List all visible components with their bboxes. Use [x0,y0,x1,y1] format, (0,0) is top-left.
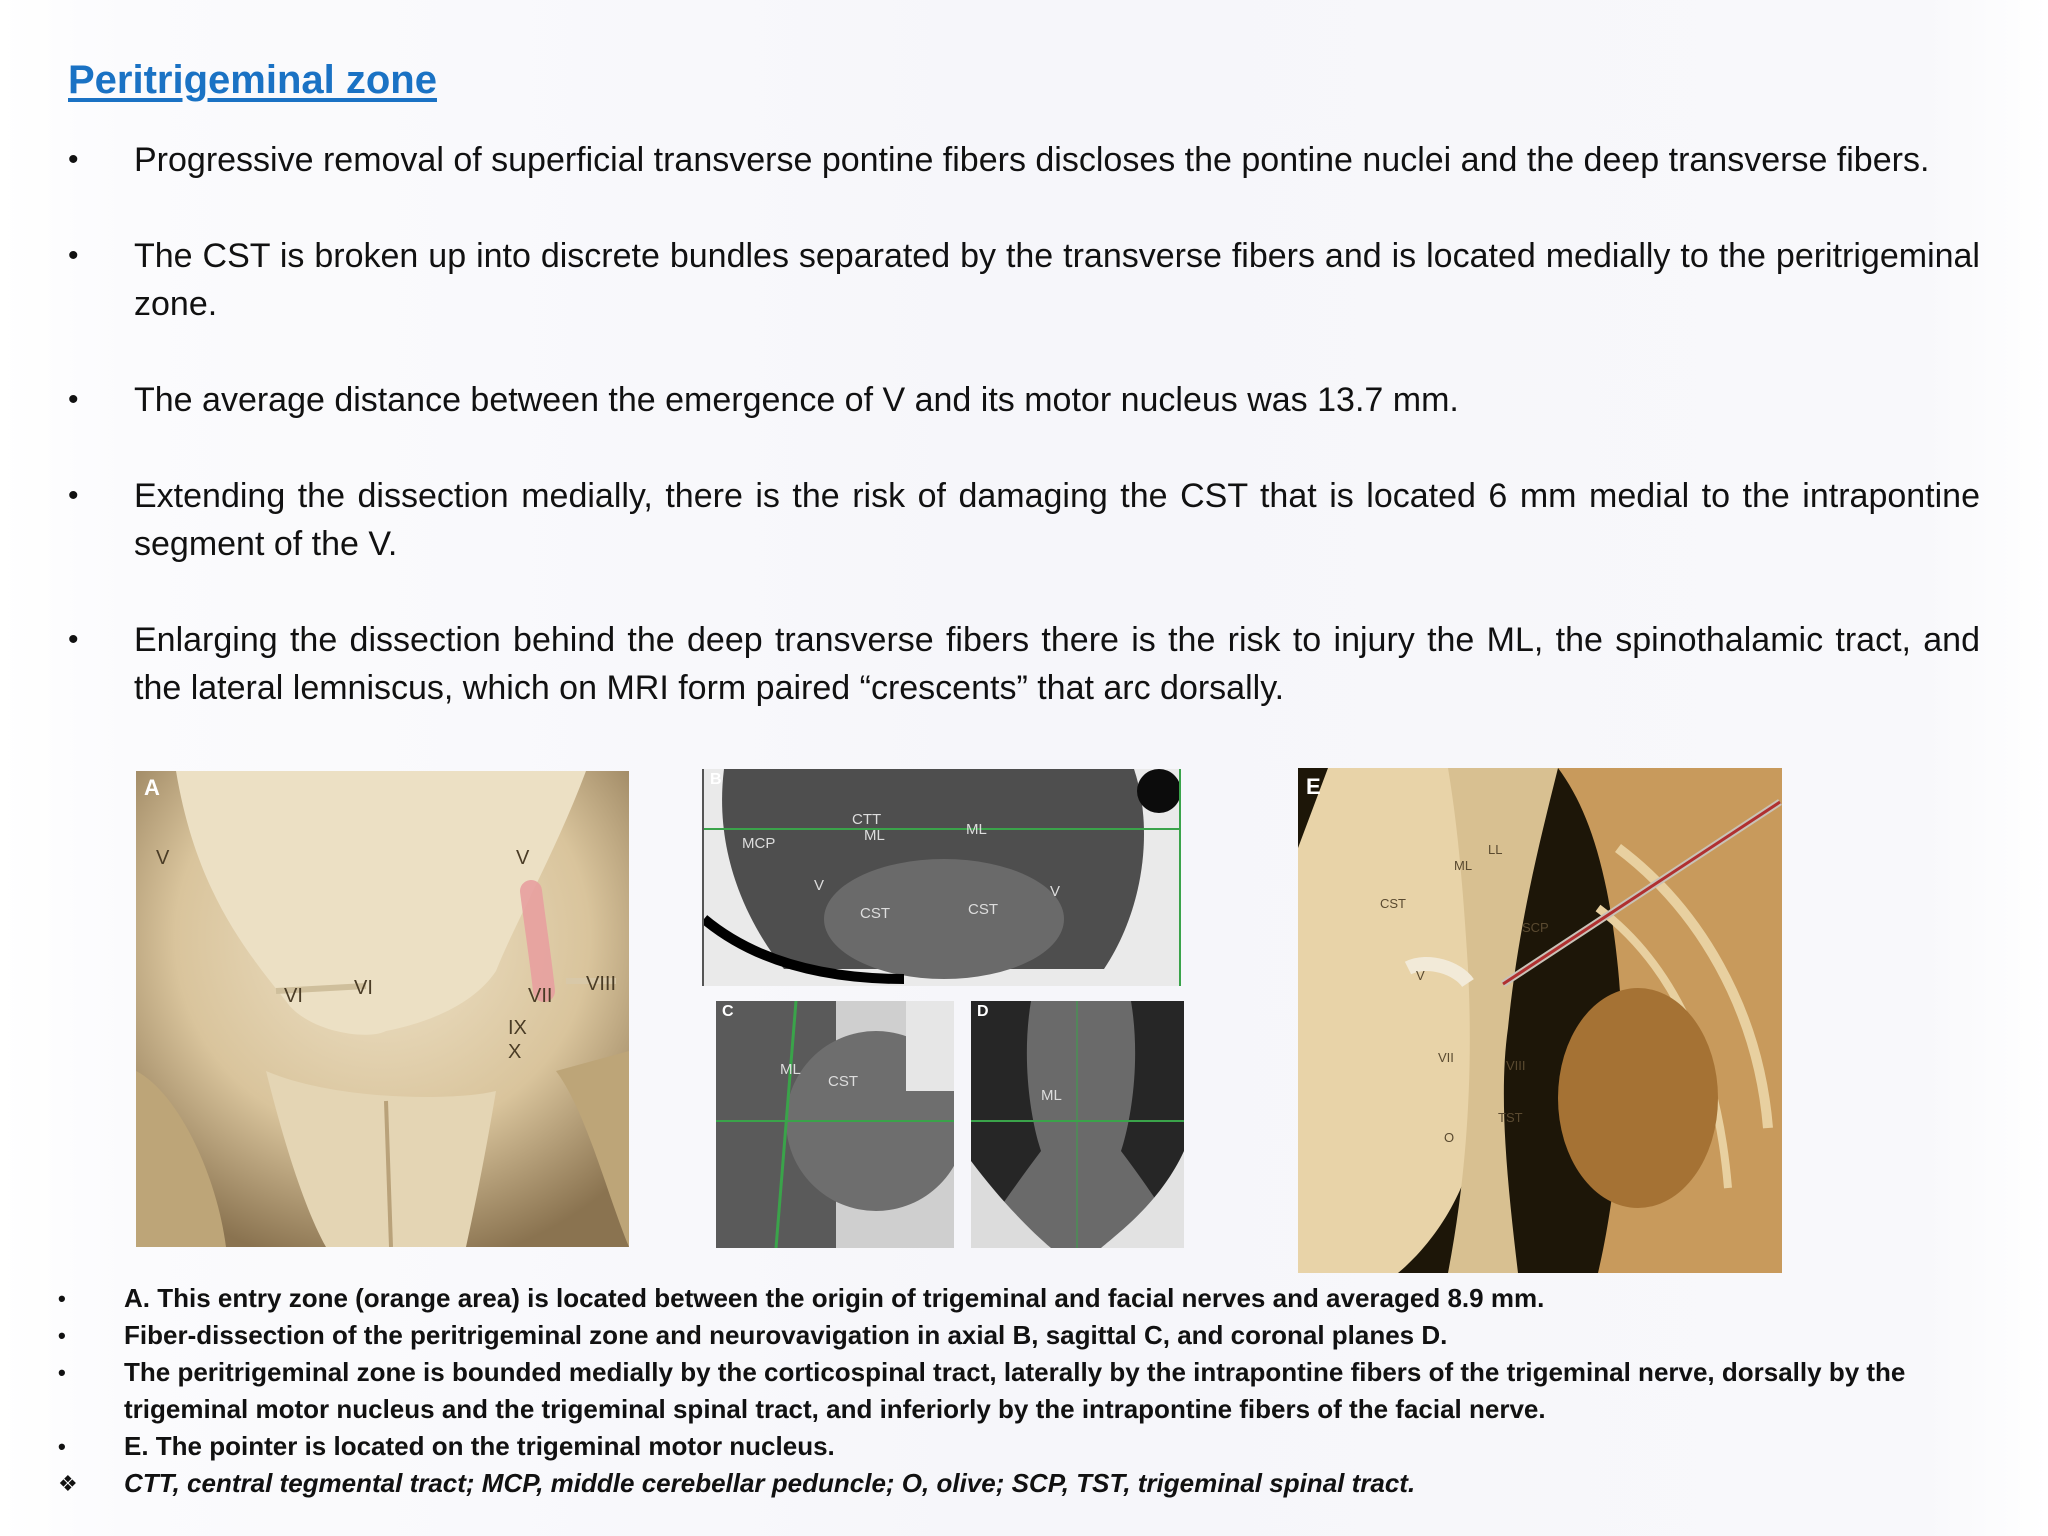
bullet-text: The CST is broken up into discrete bundles separated by the transverse fibers and is located medially to the peritrigeminal zone. [134,237,1980,323]
figure-e-label: TST [1498,1110,1523,1125]
figure-a-label: VIII [586,973,617,995]
figure-e-panel-label: E [1306,774,1321,799]
caption-text: CTT, central tegmental tract; MCP, middle cerebellar peduncle; O, olive; SCP, TST, trigeminal spinal tract. [124,1468,1416,1498]
caption-bullet-marker: • [58,1360,66,1385]
figure-a-label: IX [508,1017,527,1039]
bullet-marker: • [68,143,79,176]
diamond-marker-icon: ❖ [58,1471,78,1496]
bullet-item [64,376,1980,424]
caption-text: Fiber-dissection of the peritrigeminal zone and neurovavigation in axial B, sagittal C, and coronal planes D. [124,1320,1448,1350]
bullet-item [64,232,1980,328]
figure-b-label: ML [966,821,987,838]
figure-b-axial-mri [702,769,1181,986]
caption-text: The peritrigeminal zone is bounded medially by the corticospinal tract, laterally by the intrapontine fibers of the trigeminal nerve, dorsally by the trigeminal motor nucleus and the trigeminal spinal tract, and inferiorly by the intrapontine fibers of the facial nerve. [124,1357,1906,1424]
figure-c-panel-label: C [722,1003,734,1020]
figure-e-label: VIII [1506,1058,1526,1073]
caption-text: A. This entry zone (orange area) is located between the origin of trigeminal and facial nerves and averaged 8.9 mm. [124,1283,1545,1313]
figure-e-label: O [1444,1130,1455,1145]
figure-e-image [1298,768,1782,1273]
figure-c-image [716,1001,954,1248]
figure-c-label: CST [828,1073,858,1090]
bullet-text: Enlarging the dissection behind the deep transverse fibers there is the risk to injury the ML, the spinothalamic tract, and the lateral lemniscus, which on MRI form paired “crescents” that arc dorsally. [134,621,1980,707]
figure-c-sagittal-mri [716,1001,954,1248]
figure-e-label: CST [1380,896,1406,911]
caption-abbreviations [56,1465,1996,1502]
figure-c-label: ML [780,1061,801,1078]
caption-bullet-marker: • [58,1323,66,1348]
figure-a-brainstem-dissection [136,771,629,1247]
figure-b-panel-label: B [710,771,722,788]
figure-d-label: ML [1041,1087,1062,1104]
figure-b-label: CTT [852,811,882,828]
figure-d-panel-label: D [977,1003,989,1020]
figure-a-image [136,771,629,1247]
caption-text: E. The pointer is located on the trigeminal motor nucleus. [124,1431,835,1461]
figure-b-label: CST [968,901,998,918]
bullet-item [64,472,1980,568]
figure-e-label: ML [1454,858,1473,873]
figure-b-label: V [1050,883,1061,900]
figure-captions [56,1280,1996,1502]
bullet-marker: • [68,623,79,656]
bullet-item [64,136,1980,184]
slide-title: Peritrigeminal zone [68,58,437,102]
caption-item [56,1354,1996,1428]
caption-item [56,1280,1996,1317]
figure-a-panel-label: A [144,775,160,800]
figure-d-coronal-mri [971,1001,1184,1248]
figure-e-label: VII [1438,1050,1454,1065]
figure-a-label: V [516,847,530,869]
figure-e-label: LL [1488,842,1503,857]
figure-b-label: ML [864,827,885,844]
bullet-marker: • [68,239,79,272]
figure-b-label: MCP [742,835,776,852]
figure-a-label: VI [354,977,373,999]
figure-a-label: VI [284,985,303,1007]
figure-b-image [704,769,1181,986]
figure-a-label: VII [528,985,553,1007]
bullet-text: Extending the dissection medially, there is the risk of damaging the CST that is located 6 mm medial to the intrapontine segment of the V. [134,477,1980,563]
figure-e-label: V [1416,968,1425,983]
figure-b-label: CST [860,905,890,922]
figure-e-label: SCP [1522,920,1549,935]
bullet-text: Progressive removal of superficial transverse pontine fibers discloses the pontine nuclei and the deep transverse fibers. [134,141,1930,179]
caption-bullet-marker: • [58,1286,66,1311]
bullet-item [64,616,1980,712]
bullet-text: The average distance between the emergence of V and its motor nucleus was 13.7 mm. [134,381,1459,419]
caption-item [56,1428,1996,1465]
caption-item [56,1317,1996,1354]
figure-a-label: V [156,847,170,869]
bullet-marker: • [68,479,79,512]
figure-d-image [971,1001,1184,1248]
bullet-marker: • [68,383,79,416]
caption-bullet-marker: • [58,1434,66,1459]
bullet-list [64,136,1980,760]
figure-b-label: V [814,877,825,894]
figure-e-sagittal-dissection [1298,768,1782,1273]
figure-a-label: X [508,1041,522,1063]
